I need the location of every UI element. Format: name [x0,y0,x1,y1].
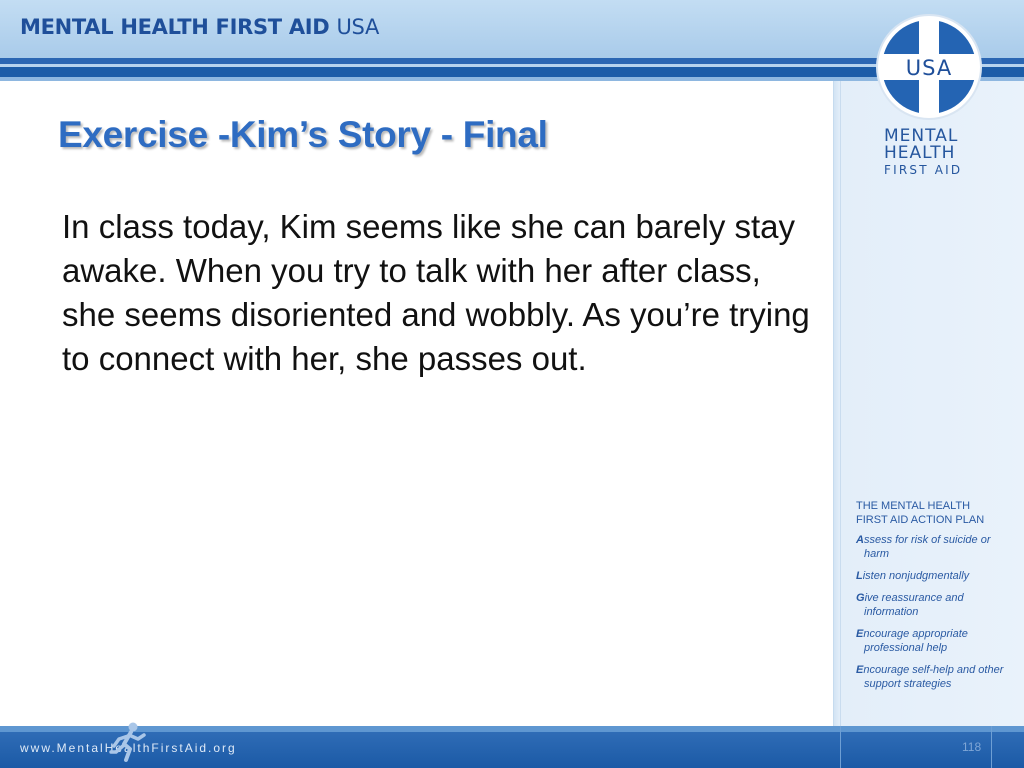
plan-item-initial: A [856,534,864,546]
runner-icon [108,722,148,764]
action-plan-item-encourage-professional [856,627,1016,655]
action-plan-item-encourage-self-help [856,663,1016,691]
page-number: 118 [962,740,982,754]
action-plan-heading [856,499,1016,527]
slide-title: Exercise -Kim’s Story - Final [58,114,548,155]
plan-item-text: ncourage self-help and other support strategies [863,664,1004,690]
plan-item-text: ssess for risk of suicide or harm [863,534,991,560]
logo-line-first-aid: FIRST AID [884,163,963,177]
action-plan [856,499,1016,699]
plan-item-text: isten nonjudgmentally [862,570,970,582]
header-brand-light: USA [336,15,380,39]
header-brand [20,15,379,39]
plan-item-text: ive reassurance and information [864,592,964,618]
sidebar-divider [840,81,841,768]
header-brand-bold: MENTAL HEALTH FIRST AID [20,15,330,39]
plan-item-initial: L [856,570,863,582]
action-plan-heading-line: THE MENTAL HEALTH [856,500,971,512]
action-plan-heading-line: FIRST AID ACTION PLAN [856,514,985,526]
footer-url: www.MentalHealthFirstAid.org [20,741,237,755]
action-plan-item-assess [856,533,1016,561]
plan-item-initial: G [856,592,865,604]
story-paragraph: In class today, Kim seems like she can barely stay awake. When you try to talk with her after class, she seems disoriented and wobbly. As you’re trying to connect with her, she passes out. [62,208,810,377]
header-stripe [0,67,1024,77]
logo-line-health: HEALTH [884,143,956,163]
usa-cross-badge-icon [874,12,984,122]
mhfa-logo [884,128,984,176]
logo-line-mental: MENTAL [884,126,959,146]
action-plan-item-give [856,591,1016,619]
plan-item-initial: E [856,628,864,640]
action-plan-item-listen [856,569,1016,583]
badge-label: USA [905,56,953,80]
plan-item-initial: E [856,664,864,676]
plan-item-text: ncourage appropriate professional help [863,628,968,654]
